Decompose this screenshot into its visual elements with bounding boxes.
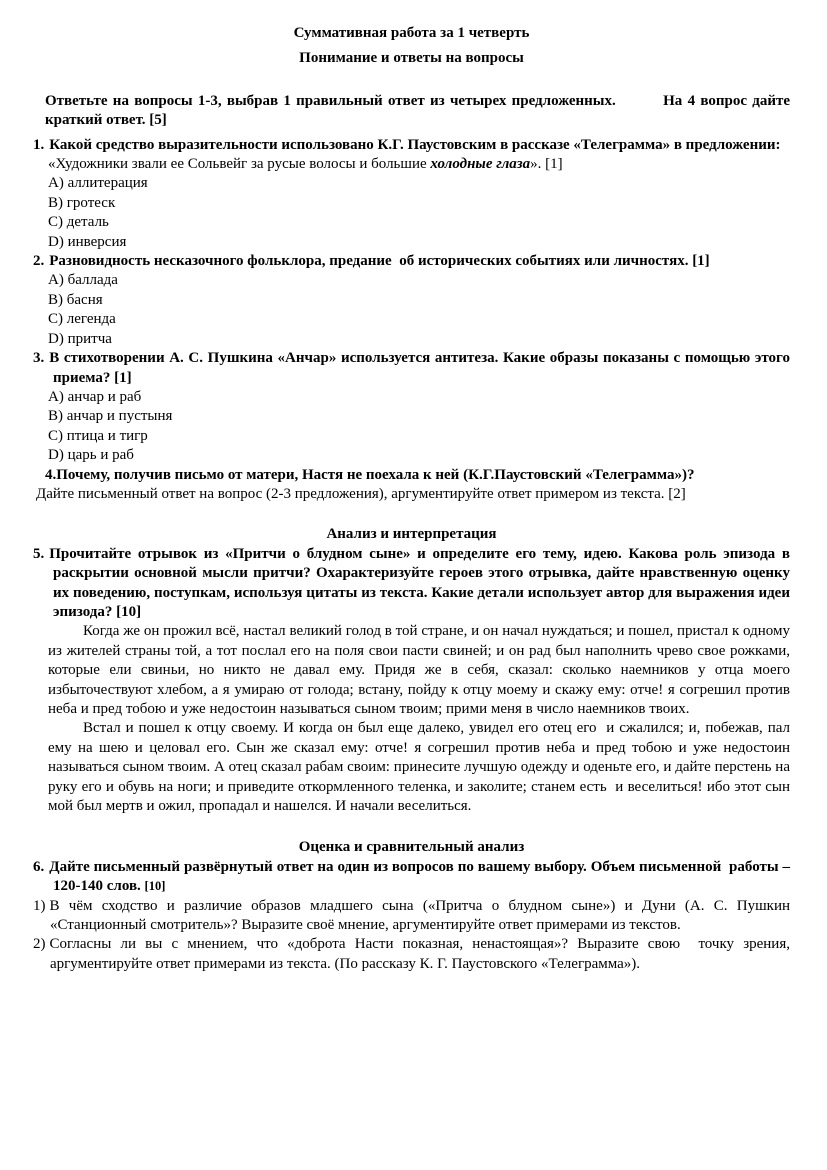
- question-4-subtext: Дайте письменный ответ на вопрос (2-3 предложения), аргументируйте ответ примером из текста. [2]: [36, 485, 686, 502]
- question-5: [33, 545, 790, 817]
- question-2: [33, 252, 790, 349]
- subquestion-2-text: Согласны ли вы с мнением, что «доброта Насти показная, ненастоящая»? Выразите свою точку зрения, аргументируйте ответ примерами из текста. (По рассказу К. Г. Паустовского «Телеграмма»).: [49, 936, 790, 972]
- quote-text-post: ». [1]: [530, 156, 563, 173]
- section-heading-analysis: Анализ и интерпретация: [326, 526, 497, 543]
- answer-option: B) гротеск: [48, 194, 116, 211]
- section-heading-evaluation: Оценка и сравнительный анализ: [298, 839, 525, 856]
- answer-option: D) инверсия: [48, 233, 127, 250]
- passage-paragraph-1: Когда же он прожил всё, настал великий голод в той стране, и он начал нуждаться; и пошел, пристал к одному из жителей страны той, а тот послал его на поля свои пасти свиней; и он рад был наполнить чрево свое рожками, которые ели свиньи, но никто не давал ему. Придя же в себя, сказал: сколько наемников у отца моего избыточествуют хлебом, а я умираю от голода; встану, пойду к отцу моему и скажу ему: отче! я согрешил против неба и пред тобою и уже недостоин называться сыном твоим; прими меня в число наемников твоих.: [48, 623, 790, 717]
- question-1-options: [48, 174, 790, 252]
- page-title: Суммативная работа за 1 четверть: [293, 25, 530, 41]
- question-6-score: [10]: [144, 879, 166, 894]
- quote-emphasis: холодные глаза: [430, 156, 531, 173]
- subquestion-1-number: 1): [33, 897, 46, 914]
- subquestion-1-text: В чём сходство и различие образов младшего сына («Притча о блудном сыне») и Дуни (А. С. Пушкин «Станционный смотритель»? Выразите своё мнение, аргументируйте ответ примерами из текстов.: [49, 897, 790, 934]
- passage-paragraph-2: Встал и пошел к отцу своему. И когда он был еще далеко, увидел его отец его и сжалился; и, побежав, пал ему на шею и целовал его. Сын же сказал ему: отче! я согрешил против неба и пред тобою и уже недостоин называться сыном твоим. А отец сказал рабам своим: принесите лучшую одежду и оденьте его, и дайте перстень на руку его и обувь на ноги; и приведите откормленного теленка, и заколите; станем есть и веселиться! ибо этот сын мой был мертв и ожил, пропадал и нашелся. И начали веселиться.: [48, 720, 790, 815]
- answer-option: A) аллитерация: [48, 175, 148, 192]
- question-4-text: Почему, получив письмо от матери, Настя не поехала к ней (К.Г.Паустовский «Телеграмма»)?: [56, 466, 695, 483]
- question-5-text: Прочитайте отрывок из «Притчи о блудном сыне» и определите его тему, идею. Какова роль эпизода в раскрытии основной мысли притчи? Охарактеризуйте героев этого отрывка, дайте нравственную оценку их поведению, поступкам, используя цитаты из текста. Какие детали использует автор для выражения идеи эпизода? [10]: [49, 545, 790, 620]
- question-2-number: 2.: [33, 253, 45, 270]
- answer-option: A) анчар и раб: [48, 388, 142, 405]
- question-6-number: 6.: [33, 858, 45, 875]
- answer-option: C) птица и тигр: [48, 427, 148, 444]
- question-2-options: [48, 271, 790, 349]
- parable-passage: [33, 622, 790, 816]
- subquestion-2: [33, 935, 790, 974]
- question-5-number: 5.: [33, 545, 45, 562]
- answer-option: B) басня: [48, 291, 103, 308]
- page-subtitle: Понимание и ответы на вопросы: [299, 50, 524, 67]
- question-3-options: [48, 388, 790, 466]
- subquestion-2-number: 2): [33, 936, 46, 953]
- question-1-number: 1.: [33, 136, 45, 153]
- answer-option: C) деталь: [48, 214, 109, 231]
- answer-option: C) легенда: [48, 311, 116, 328]
- question-4-number: 4.: [45, 466, 57, 483]
- question-1-text: Какой средство выразительности использовано К.Г. Паустовским в рассказе «Телеграмма» в предложении:: [49, 136, 781, 153]
- quote-text-pre: «Художники звали ее Сольвейг за русые волосы и большие: [48, 156, 431, 173]
- answer-option: B) анчар и пустыня: [48, 408, 173, 425]
- subquestion-1: [33, 897, 790, 936]
- answer-option: D) царь и раб: [48, 447, 134, 464]
- answer-option: A) баллада: [48, 272, 118, 289]
- question-6-text: Дайте письменный развёрнутый ответ на один из вопросов по вашему выбору. Объем письменной работы – 120-140 слов.: [49, 858, 790, 895]
- question-1: [33, 136, 790, 252]
- question-1-quote: [48, 155, 790, 174]
- test-instruction: Ответьте на вопросы 1-3, выбрав 1 правильный ответ из четырех предложенных. На 4 вопрос дайте краткий ответ. [5]: [45, 92, 790, 129]
- question-3: [33, 349, 790, 465]
- question-3-text: В стихотворении А. С. Пушкина «Анчар» используется антитеза. Какие образы показаны с помощью этого приема? [1]: [49, 350, 790, 386]
- question-4: [33, 466, 790, 505]
- question-6: [33, 858, 790, 974]
- question-2-text: Разновидность несказочного фольклора, предание об исторических событиях или личностях. [1]: [49, 253, 710, 270]
- question-3-number: 3.: [33, 350, 45, 367]
- answer-option: D) притча: [48, 330, 112, 347]
